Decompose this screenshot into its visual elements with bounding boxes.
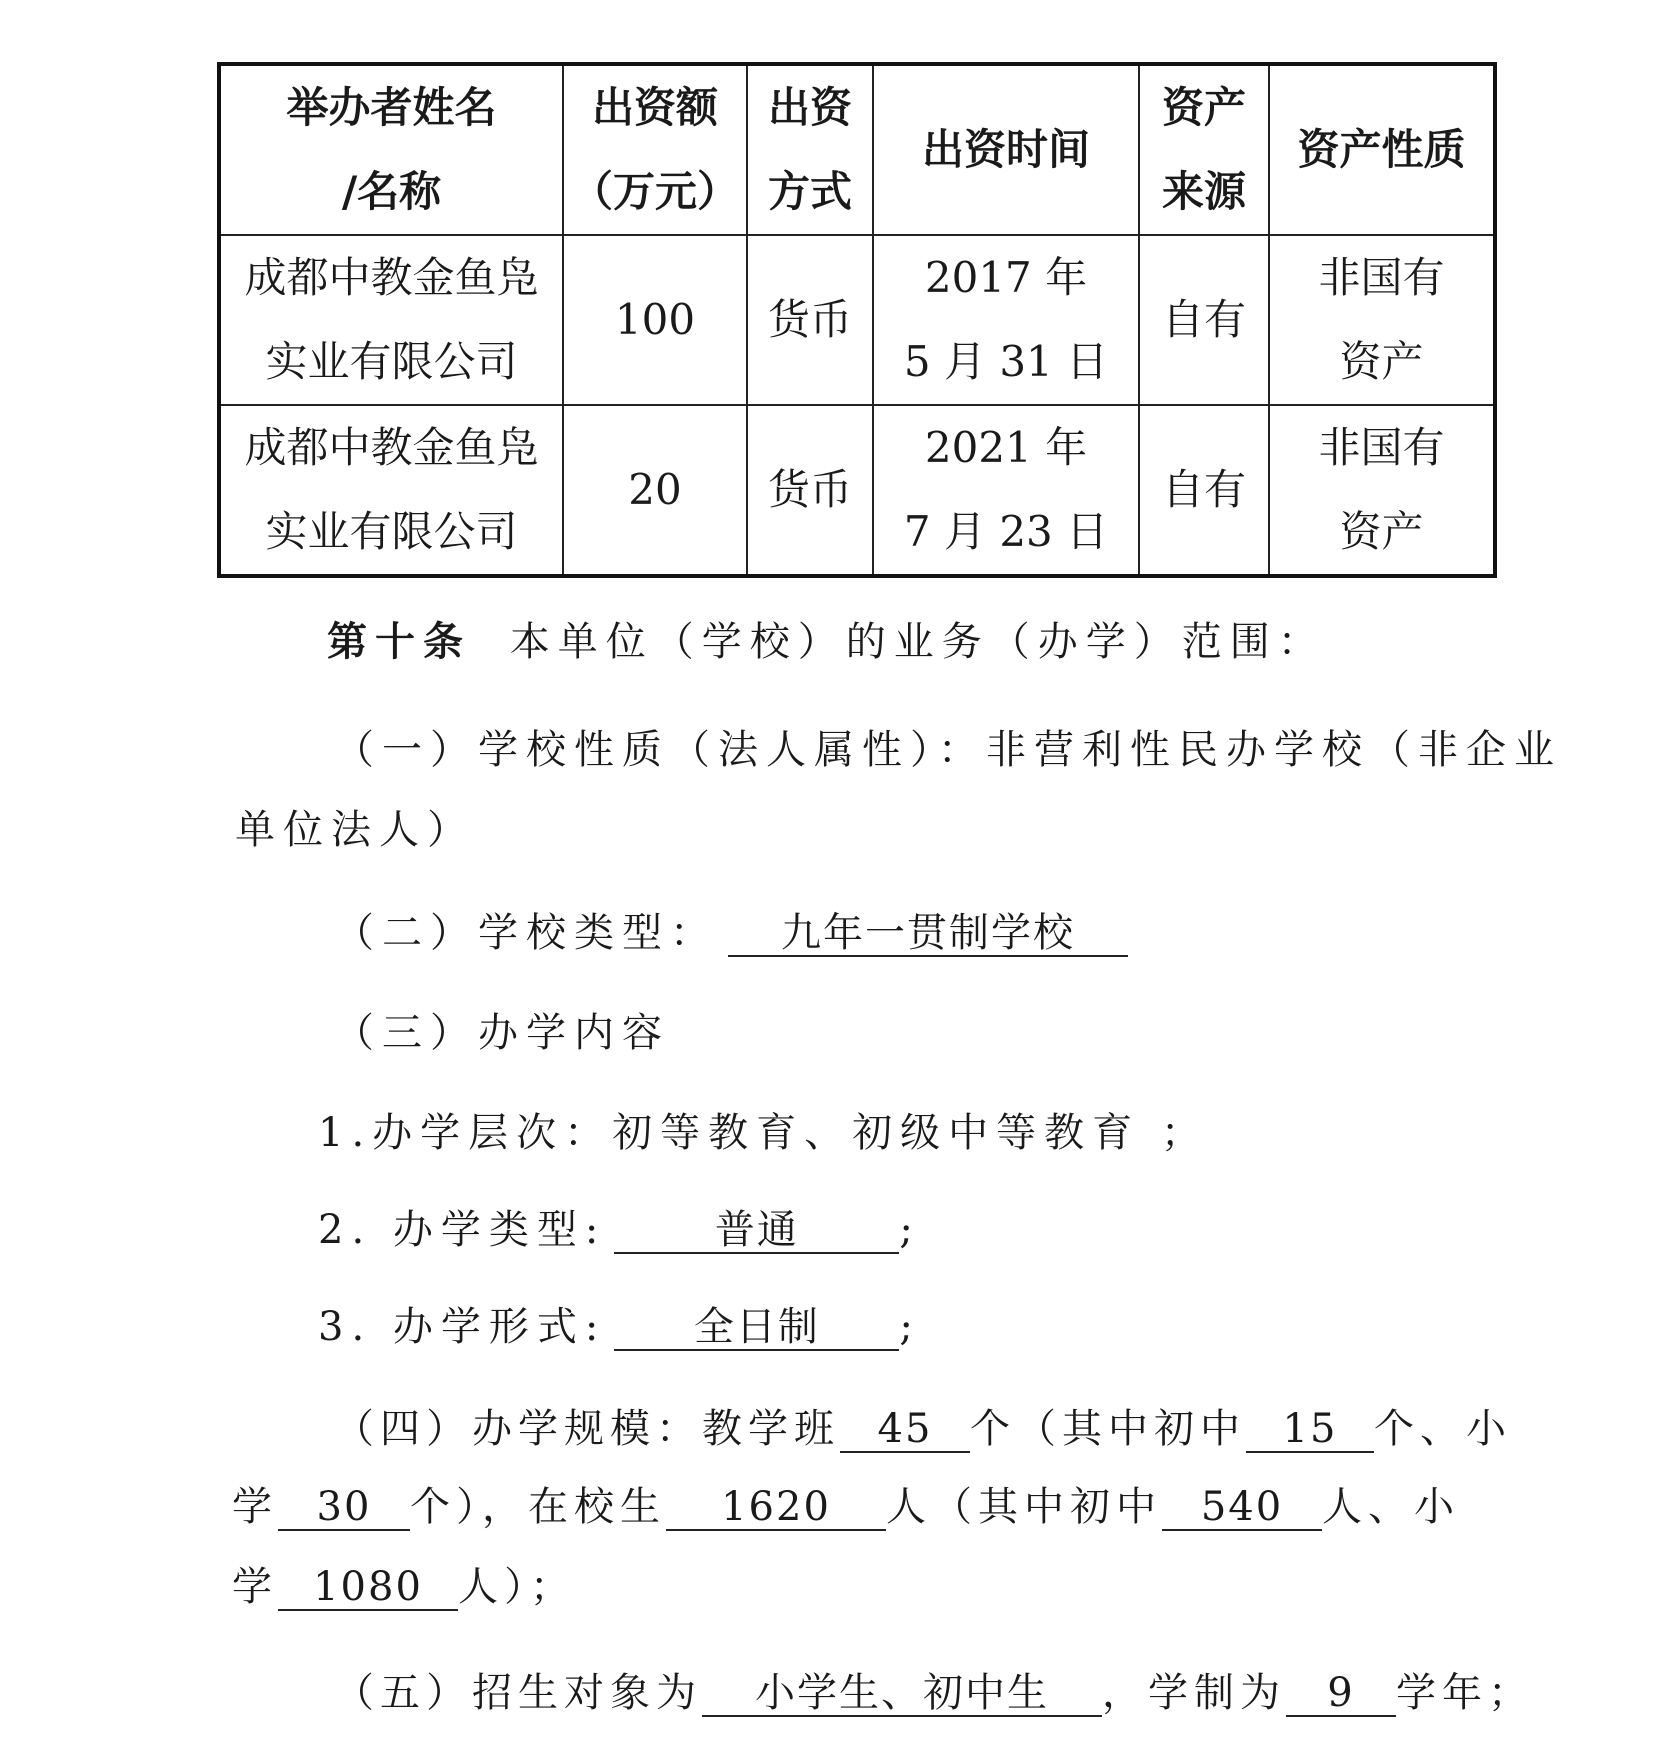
school-scale-line1 <box>334 1404 1512 1454</box>
enroll-text: 学年； <box>1396 1670 1534 1716</box>
school-nature-line2: 单位法人） <box>235 807 475 853</box>
school-form-value: 全日制 <box>614 1305 899 1351</box>
header-nature: 资产性质 <box>1269 64 1495 235</box>
scale-text: 人）； <box>458 1564 576 1610</box>
header-source: 资产 来源 <box>1139 64 1269 235</box>
scale-text: 人、小 <box>1322 1484 1460 1530</box>
enroll-prefix: （五）招生对象为 <box>334 1670 702 1716</box>
school-type-value: 九年一贯制学校 <box>728 911 1128 957</box>
classes-primary: 30 <box>278 1485 410 1531</box>
school-nature-line1: （一）学校性质（法人属性）：非营利性民办学校（非企业 <box>334 727 1562 773</box>
school-content: （三）办学内容 <box>334 1010 670 1056</box>
classes-total: 45 <box>840 1407 970 1453</box>
students-total: 1620 <box>666 1485 886 1531</box>
cell-nature: 非国有 资产 <box>1269 235 1495 405</box>
header-name: 举办者姓名 /名称 <box>219 64 563 235</box>
article-number: 第十条 <box>327 619 471 665</box>
cell-method: 货币 <box>747 235 873 405</box>
cell-source: 自有 <box>1139 405 1269 576</box>
scale-text: 学 <box>232 1564 278 1610</box>
school-type <box>334 908 1128 958</box>
cell-name: 成都中教金鱼凫 实业有限公司 <box>219 405 563 576</box>
cell-nature: 非国有 资产 <box>1269 405 1495 576</box>
cell-source: 自有 <box>1139 235 1269 405</box>
enroll-text: ，学制为 <box>1102 1670 1286 1716</box>
students-primary: 1080 <box>278 1565 458 1611</box>
classes-junior: 15 <box>1246 1407 1374 1453</box>
students-junior: 540 <box>1162 1485 1322 1531</box>
enrollment <box>334 1668 1534 1718</box>
school-category-label: 2. 办学类型: <box>318 1207 607 1253</box>
school-type-label: （二）学校类型： <box>334 910 718 956</box>
cell-time: 2021 年 7 月 23 日 <box>873 405 1139 576</box>
table-header-row <box>219 64 1495 235</box>
scale-text: 个（其中初中 <box>970 1406 1246 1452</box>
cell-method: 货币 <box>747 405 873 576</box>
cell-amount: 100 <box>563 235 747 405</box>
semicolon: ; <box>899 1207 921 1253</box>
school-category-value: 普通 <box>614 1208 899 1254</box>
school-category <box>318 1205 921 1255</box>
cell-amount: 20 <box>563 405 747 576</box>
cell-time: 2017 年 5 月 31 日 <box>873 235 1139 405</box>
header-method: 出资 方式 <box>747 64 873 235</box>
enroll-target: 小学生、初中生 <box>702 1671 1102 1717</box>
header-amount: 出资额 （万元） <box>563 64 747 235</box>
capital-table <box>217 62 1497 578</box>
semicolon: ; <box>899 1304 921 1350</box>
enroll-years: 9 <box>1286 1671 1396 1717</box>
table-row <box>219 405 1495 576</box>
cell-name: 成都中教金鱼凫 实业有限公司 <box>219 235 563 405</box>
school-form-label: 3. 办学形式: <box>318 1304 607 1350</box>
article-text: 本单位（学校）的业务（办学）范围： <box>509 619 1326 665</box>
header-time: 出资时间 <box>873 64 1139 235</box>
scale-text: 人（其中初中 <box>886 1484 1162 1530</box>
school-level: 1.办学层次：初等教育、初级中等教育 ； <box>318 1110 1209 1156</box>
scale-text: 个、小 <box>1374 1406 1512 1452</box>
school-scale-line2 <box>232 1482 1460 1532</box>
scale-prefix: （四）办学规模：教学班 <box>334 1406 840 1452</box>
article-heading <box>327 617 1326 667</box>
school-scale-line3 <box>232 1562 576 1612</box>
scale-text: 个），在校生 <box>410 1484 666 1530</box>
scale-text: 学 <box>232 1484 278 1530</box>
school-form <box>318 1302 921 1352</box>
table-row <box>219 235 1495 405</box>
